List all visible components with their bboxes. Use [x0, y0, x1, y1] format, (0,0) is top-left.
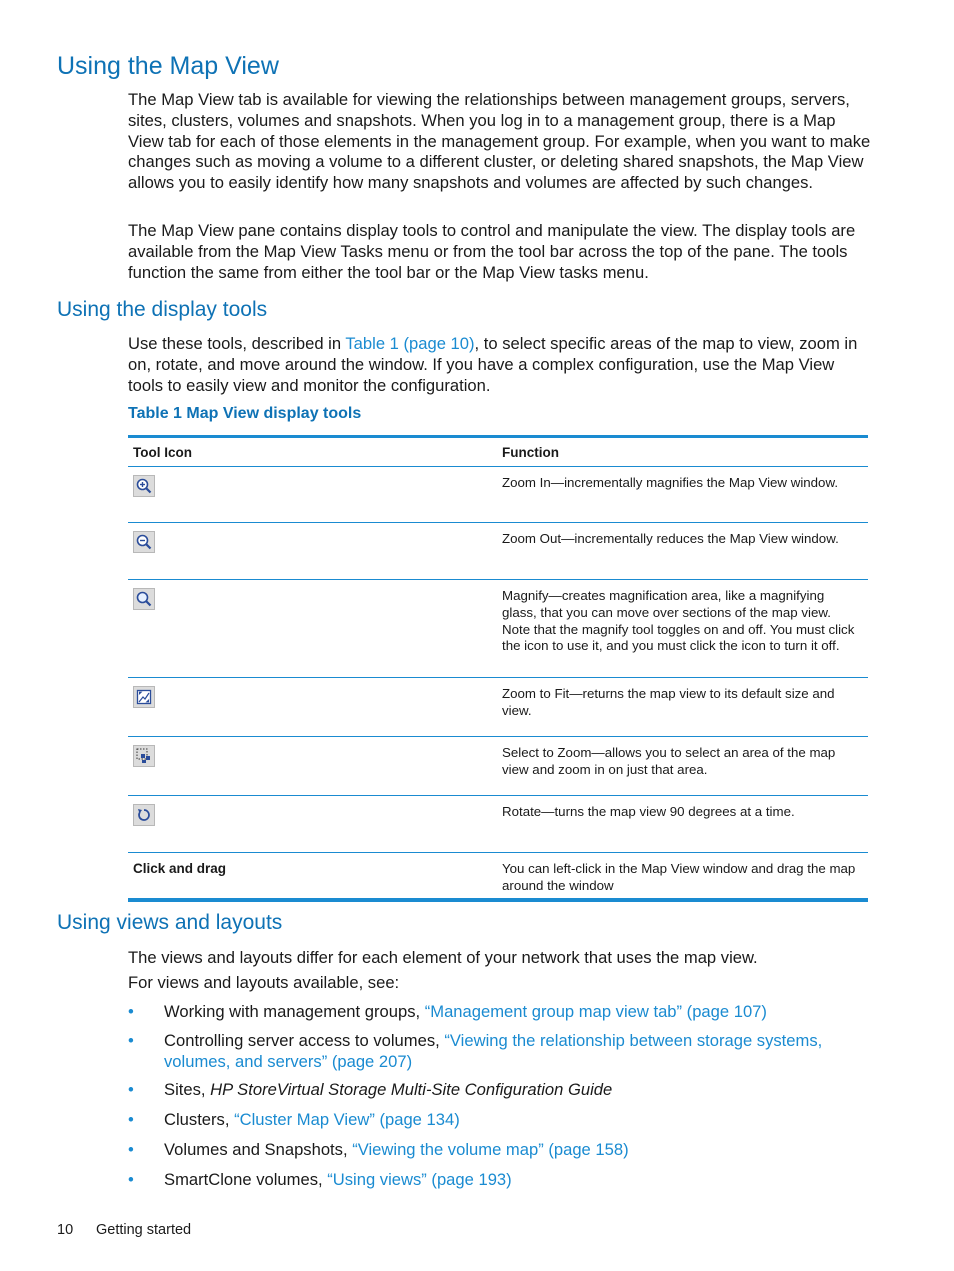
views-layouts-heading: Using views and layouts: [57, 911, 283, 934]
zoom-to-fit-icon: [133, 686, 155, 708]
bullet-icon: •: [128, 1169, 134, 1189]
list-item: [128, 1140, 868, 1161]
views-list: [128, 1002, 868, 1191]
select-to-zoom-icon: [133, 745, 155, 767]
list-item-text: Sites,: [164, 1080, 211, 1100]
bullet-icon: •: [128, 1110, 134, 1130]
display-tools-intro: [128, 334, 873, 396]
map-view-tools-table: [128, 435, 868, 902]
display-tools-intro-text-2: , to select specific areas of the map to view, zoom in on, rotate, and move around the window. If you have a complex configuration, use the Map View tools to easily view and monitor the configuration.: [128, 334, 858, 395]
page-title: Using the Map View: [57, 52, 279, 80]
views-layouts-see: For views and layouts available, see:: [128, 973, 400, 992]
table-row: [128, 523, 868, 580]
list-item-text: SmartClone volumes,: [164, 1169, 328, 1189]
bullet-icon: •: [128, 1139, 134, 1159]
function-cell: You can left-click in the Map View window and drag the map around the window: [502, 861, 856, 893]
table-row: [128, 467, 868, 523]
list-item: [128, 1170, 868, 1191]
function-cell: Magnify—creates magnification area, like a magnifying glass, that you can move over sections of the map view. Note that the magnify tool toggles on and off. You must click the icon to use it, and you must click the icon to turn it off.: [502, 588, 855, 654]
header-function: Function: [502, 445, 559, 460]
views-layouts-paragraph: The views and layouts differ for each element of your network that uses the map view.: [128, 948, 758, 967]
table-caption: Table 1 Map View display tools: [128, 405, 362, 422]
table-1-link[interactable]: Table 1 (page 10): [345, 334, 475, 353]
display-tools-heading: Using the display tools: [57, 298, 268, 321]
table-row: [128, 853, 868, 899]
zoom-in-icon: [133, 475, 155, 497]
multi-site-guide-title: HP StoreVirtual Storage Multi-Site Configuration Guide: [210, 1080, 613, 1100]
tool-icon-cell: [133, 804, 155, 826]
bullet-icon: •: [128, 1080, 134, 1100]
server-access-link[interactable]: “Viewing the relationship between storage systems, volumes, and servers” (page 207): [164, 1030, 823, 1071]
volume-map-link[interactable]: “Viewing the volume map” (page 158): [352, 1139, 629, 1159]
list-item-text: Volumes and Snapshots,: [164, 1139, 353, 1159]
tool-icon-cell: [133, 686, 155, 708]
footer-section: Getting started: [96, 1222, 192, 1238]
table-row: [128, 678, 868, 737]
function-cell: Select to Zoom—allows you to select an area of the map view and zoom in on just that area.: [502, 745, 836, 777]
list-item-text: Controlling server access to volumes,: [164, 1030, 445, 1050]
management-group-link[interactable]: “Management group map view tab” (page 107): [424, 1002, 767, 1021]
bullet-icon: •: [128, 1002, 134, 1021]
list-item: [128, 1031, 868, 1073]
tool-icon-cell: [133, 475, 155, 497]
page-number: 10: [57, 1222, 74, 1238]
list-item: [128, 1110, 868, 1131]
list-item-text: Working with management groups,: [164, 1002, 425, 1021]
function-cell: Rotate—turns the map view 90 degrees at a time.: [502, 804, 795, 819]
function-cell: Zoom Out—incrementally reduces the Map View window.: [502, 531, 839, 546]
function-cell: Zoom to Fit—returns the map view to its default size and view.: [502, 686, 835, 718]
display-tools-paragraph: The Map View pane contains display tools to control and manipulate the view. The display tools are available from the Map View Tasks menu or from the tool bar across the top of the pane. The tools function the same from either the tool bar or the Map View tasks menu.: [128, 221, 856, 282]
table-header-row: [128, 438, 868, 467]
tool-icon-cell: [133, 745, 155, 767]
tool-icon-cell: [133, 531, 155, 553]
table-row: [128, 580, 868, 678]
tool-icon-cell: [133, 588, 155, 610]
list-item: [128, 1080, 868, 1101]
magnify-icon: [133, 588, 155, 610]
display-tools-intro-text: Use these tools, described in: [128, 334, 346, 353]
zoom-out-icon: [133, 531, 155, 553]
header-tool-icon: Tool Icon: [133, 445, 192, 460]
table-row: [128, 796, 868, 853]
table-bottom-rule: [128, 899, 868, 902]
bullet-icon: •: [128, 1030, 134, 1050]
intro-paragraph: The Map View tab is available for viewing the relationships between management groups, servers, sites, clusters, volumes and snapshots. When you log in to a management group, there is a Map View tab for each of those elements in the management group. For example, when you want to make changes such as moving a volume to a different cluster, or deleting shared snapshots, the Map View allows you to easily identify how many snapshots and volumes are affected by such changes.: [128, 90, 871, 193]
rotate-icon: [133, 804, 155, 826]
cluster-map-view-link[interactable]: “Cluster Map View” (page 134): [234, 1110, 460, 1130]
table-row: [128, 737, 868, 796]
click-and-drag-label: Click and drag: [133, 861, 227, 876]
using-views-link[interactable]: “Using views” (page 193): [327, 1169, 512, 1189]
function-cell: Zoom In—incrementally magnifies the Map View window.: [502, 475, 839, 490]
list-item: [128, 1002, 868, 1023]
list-item-text: Clusters,: [164, 1110, 235, 1130]
